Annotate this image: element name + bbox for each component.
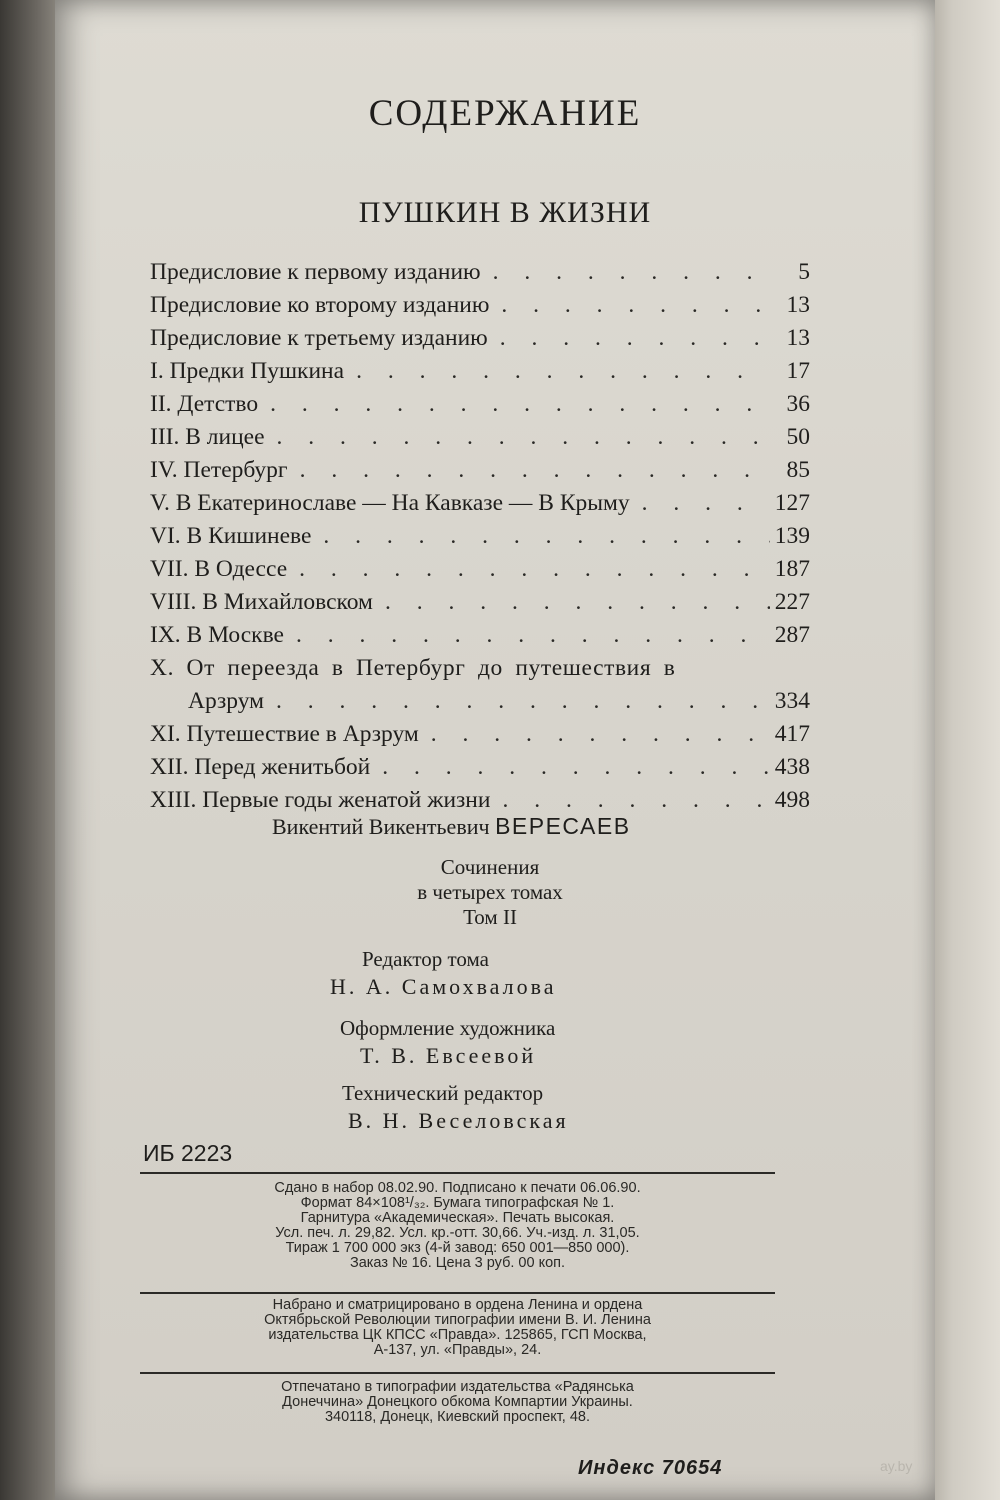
toc-entry-title: V. В Екатеринославе — На Кавказе — В Крыму	[150, 490, 630, 516]
toc-entry	[150, 454, 810, 487]
toc-entry	[150, 718, 810, 751]
toc-entry-page: 5	[798, 259, 810, 285]
toc-entry-title: Предисловие ко второму изданию	[150, 292, 490, 318]
toc-entry	[150, 388, 810, 421]
toc-leader-dots	[258, 388, 770, 421]
toc-entry	[150, 322, 810, 355]
toc-entry	[150, 421, 810, 454]
table-of-contents	[150, 256, 810, 817]
watermark: ay.by	[880, 1458, 913, 1474]
toc-entry	[150, 751, 810, 784]
toc-entry-page: 417	[774, 721, 810, 747]
toc-entry	[150, 553, 810, 586]
divider	[140, 1172, 775, 1174]
toc-entry-title: I. Предки Пушкина	[150, 358, 345, 384]
toc-entry	[150, 586, 810, 619]
imprint-line: издательства ЦК КПСС «Правда». 125865, ГСП Москва,	[268, 1327, 647, 1343]
toc-leader-dots	[373, 586, 770, 619]
toc-entry-title: XIII. Первые годы женатой жизни	[150, 787, 491, 813]
toc-entry-page: 334	[774, 688, 810, 714]
toc-entry	[150, 289, 810, 322]
divider	[140, 1372, 775, 1374]
toc-entry-title: VII. В Одессе	[150, 556, 288, 582]
toc-leader-dots	[264, 685, 770, 718]
toc-entry-title: III. В лицее	[150, 424, 265, 450]
imprint-line: Гарнитура «Академическая». Печать высокая.	[300, 1210, 615, 1226]
volume-number: Том II	[463, 905, 517, 929]
imprint-line: Заказ № 16. Цена 3 руб. 00 коп.	[349, 1255, 566, 1271]
editor-label: Редактор тома	[362, 947, 489, 971]
imprint-line: 340118, Донецк, Киевский проспект, 48.	[324, 1409, 591, 1425]
toc-entry-title: IV. Петербург	[150, 457, 288, 483]
imprint-line: Набрано и сматрицировано в ордена Ленина и ордена	[272, 1297, 643, 1313]
toc-entry-title: X. От переезда в Петербург до путешествия в	[150, 655, 676, 681]
toc-entry-page: 13	[786, 292, 810, 318]
toc-leader-dots	[288, 454, 770, 487]
toc-entry-page: 438	[774, 754, 810, 780]
toc-entry-title: XI. Путешествие в Арзрум	[150, 721, 419, 747]
toc-leader-dots	[284, 619, 770, 652]
toc-entry-page: 139	[774, 523, 810, 549]
toc-leader-dots	[311, 520, 770, 553]
toc-entry	[150, 520, 810, 553]
toc-leader-dots	[344, 355, 770, 388]
imprint-line: Сдано в набор 08.02.90. Подписано к печати 06.06.90.	[274, 1180, 641, 1196]
toc-leader-dots	[488, 322, 770, 355]
design-label: Оформление художника	[340, 1016, 556, 1040]
toc-entry-title: Предисловие к первому изданию	[150, 259, 481, 285]
toc-entry-title: VI. В Кишиневе	[150, 523, 312, 549]
toc-entry-page: 187	[774, 556, 810, 582]
ib-number: ИБ 2223	[143, 1140, 233, 1166]
toc-entry	[150, 619, 810, 652]
tech-editor-label: Технический редактор	[342, 1081, 544, 1105]
tech-editor-name: В. Н. Веселовская	[348, 1108, 569, 1133]
author-name: Викентий Викентьевич	[272, 814, 490, 839]
imprint-line: Тираж 1 700 000 экз (4-й завод: 650 001—850 000).	[285, 1240, 630, 1256]
toc-entry-page: 13	[786, 325, 810, 351]
imprint-block-2	[140, 1298, 775, 1358]
index-number: Индекс 70654	[578, 1457, 723, 1479]
imprint-line: Донеччина» Донецкого обкома Компартии Украины.	[282, 1394, 633, 1410]
imprint-line: Отпечатано в типографии издательства «Радянська	[281, 1379, 634, 1395]
page-title: СОДЕРЖАНИЕ	[368, 93, 642, 134]
imprint-line: А-137, ул. «Правды», 24.	[373, 1342, 542, 1358]
toc-entry	[150, 652, 810, 685]
toc-entry-page: 498	[774, 787, 810, 813]
toc-leader-dots	[287, 553, 770, 586]
toc-entry-page: 85	[786, 457, 810, 483]
author-surname: ВЕРЕСАЕВ	[495, 813, 631, 839]
imprint-block-3	[140, 1380, 775, 1425]
toc-leader-dots	[481, 256, 770, 289]
toc-entry-page: 50	[786, 424, 810, 450]
toc-leader-dots	[630, 487, 770, 520]
toc-entry-continuation	[150, 685, 810, 718]
toc-entry	[150, 256, 810, 289]
toc-leader-dots	[265, 421, 770, 454]
imprint-line: Октябрьской Революции типографии имени В. И. Ленина	[264, 1312, 651, 1328]
toc-entry-page: 36	[786, 391, 810, 417]
toc-entry-title: Арзрум	[188, 688, 265, 714]
toc-entry	[150, 487, 810, 520]
toc-entry-page: 127	[774, 490, 810, 516]
editor-name: Н. А. Самохвалова	[330, 974, 557, 999]
imprint-line: Усл. печ. л. 29,82. Усл. кр.-отт. 30,66. Уч.-изд. л. 31,05.	[275, 1225, 640, 1241]
toc-entry-title: IX. В Москве	[150, 622, 284, 648]
toc-entry	[150, 355, 810, 388]
toc-entry-title: XII. Перед женитьбой	[150, 754, 371, 780]
toc-leader-dots	[370, 751, 770, 784]
volumes-line: в четырех томах	[417, 880, 563, 904]
toc-entry-title: II. Детство	[150, 391, 259, 417]
section-title: ПУШКИН В ЖИЗНИ	[358, 196, 652, 229]
toc-leader-dots	[419, 718, 770, 751]
toc-entry-page: 227	[774, 589, 810, 615]
imprint-block-1	[140, 1181, 775, 1271]
author-line	[272, 813, 631, 840]
toc-entry-title: VIII. В Михайловском	[150, 589, 373, 615]
works-title: Сочинения	[440, 855, 540, 879]
toc-entry-title: Предисловие к третьему изданию	[150, 325, 488, 351]
toc-leader-dots	[489, 289, 770, 322]
toc-entry-page: 17	[786, 358, 810, 384]
imprint-line: Формат 84×108¹/₃₂. Бумага типографская № 1.	[300, 1195, 615, 1211]
toc-entry-page: 287	[774, 622, 810, 648]
design-name: Т. В. Евсеевой	[360, 1043, 537, 1068]
divider	[140, 1292, 775, 1294]
